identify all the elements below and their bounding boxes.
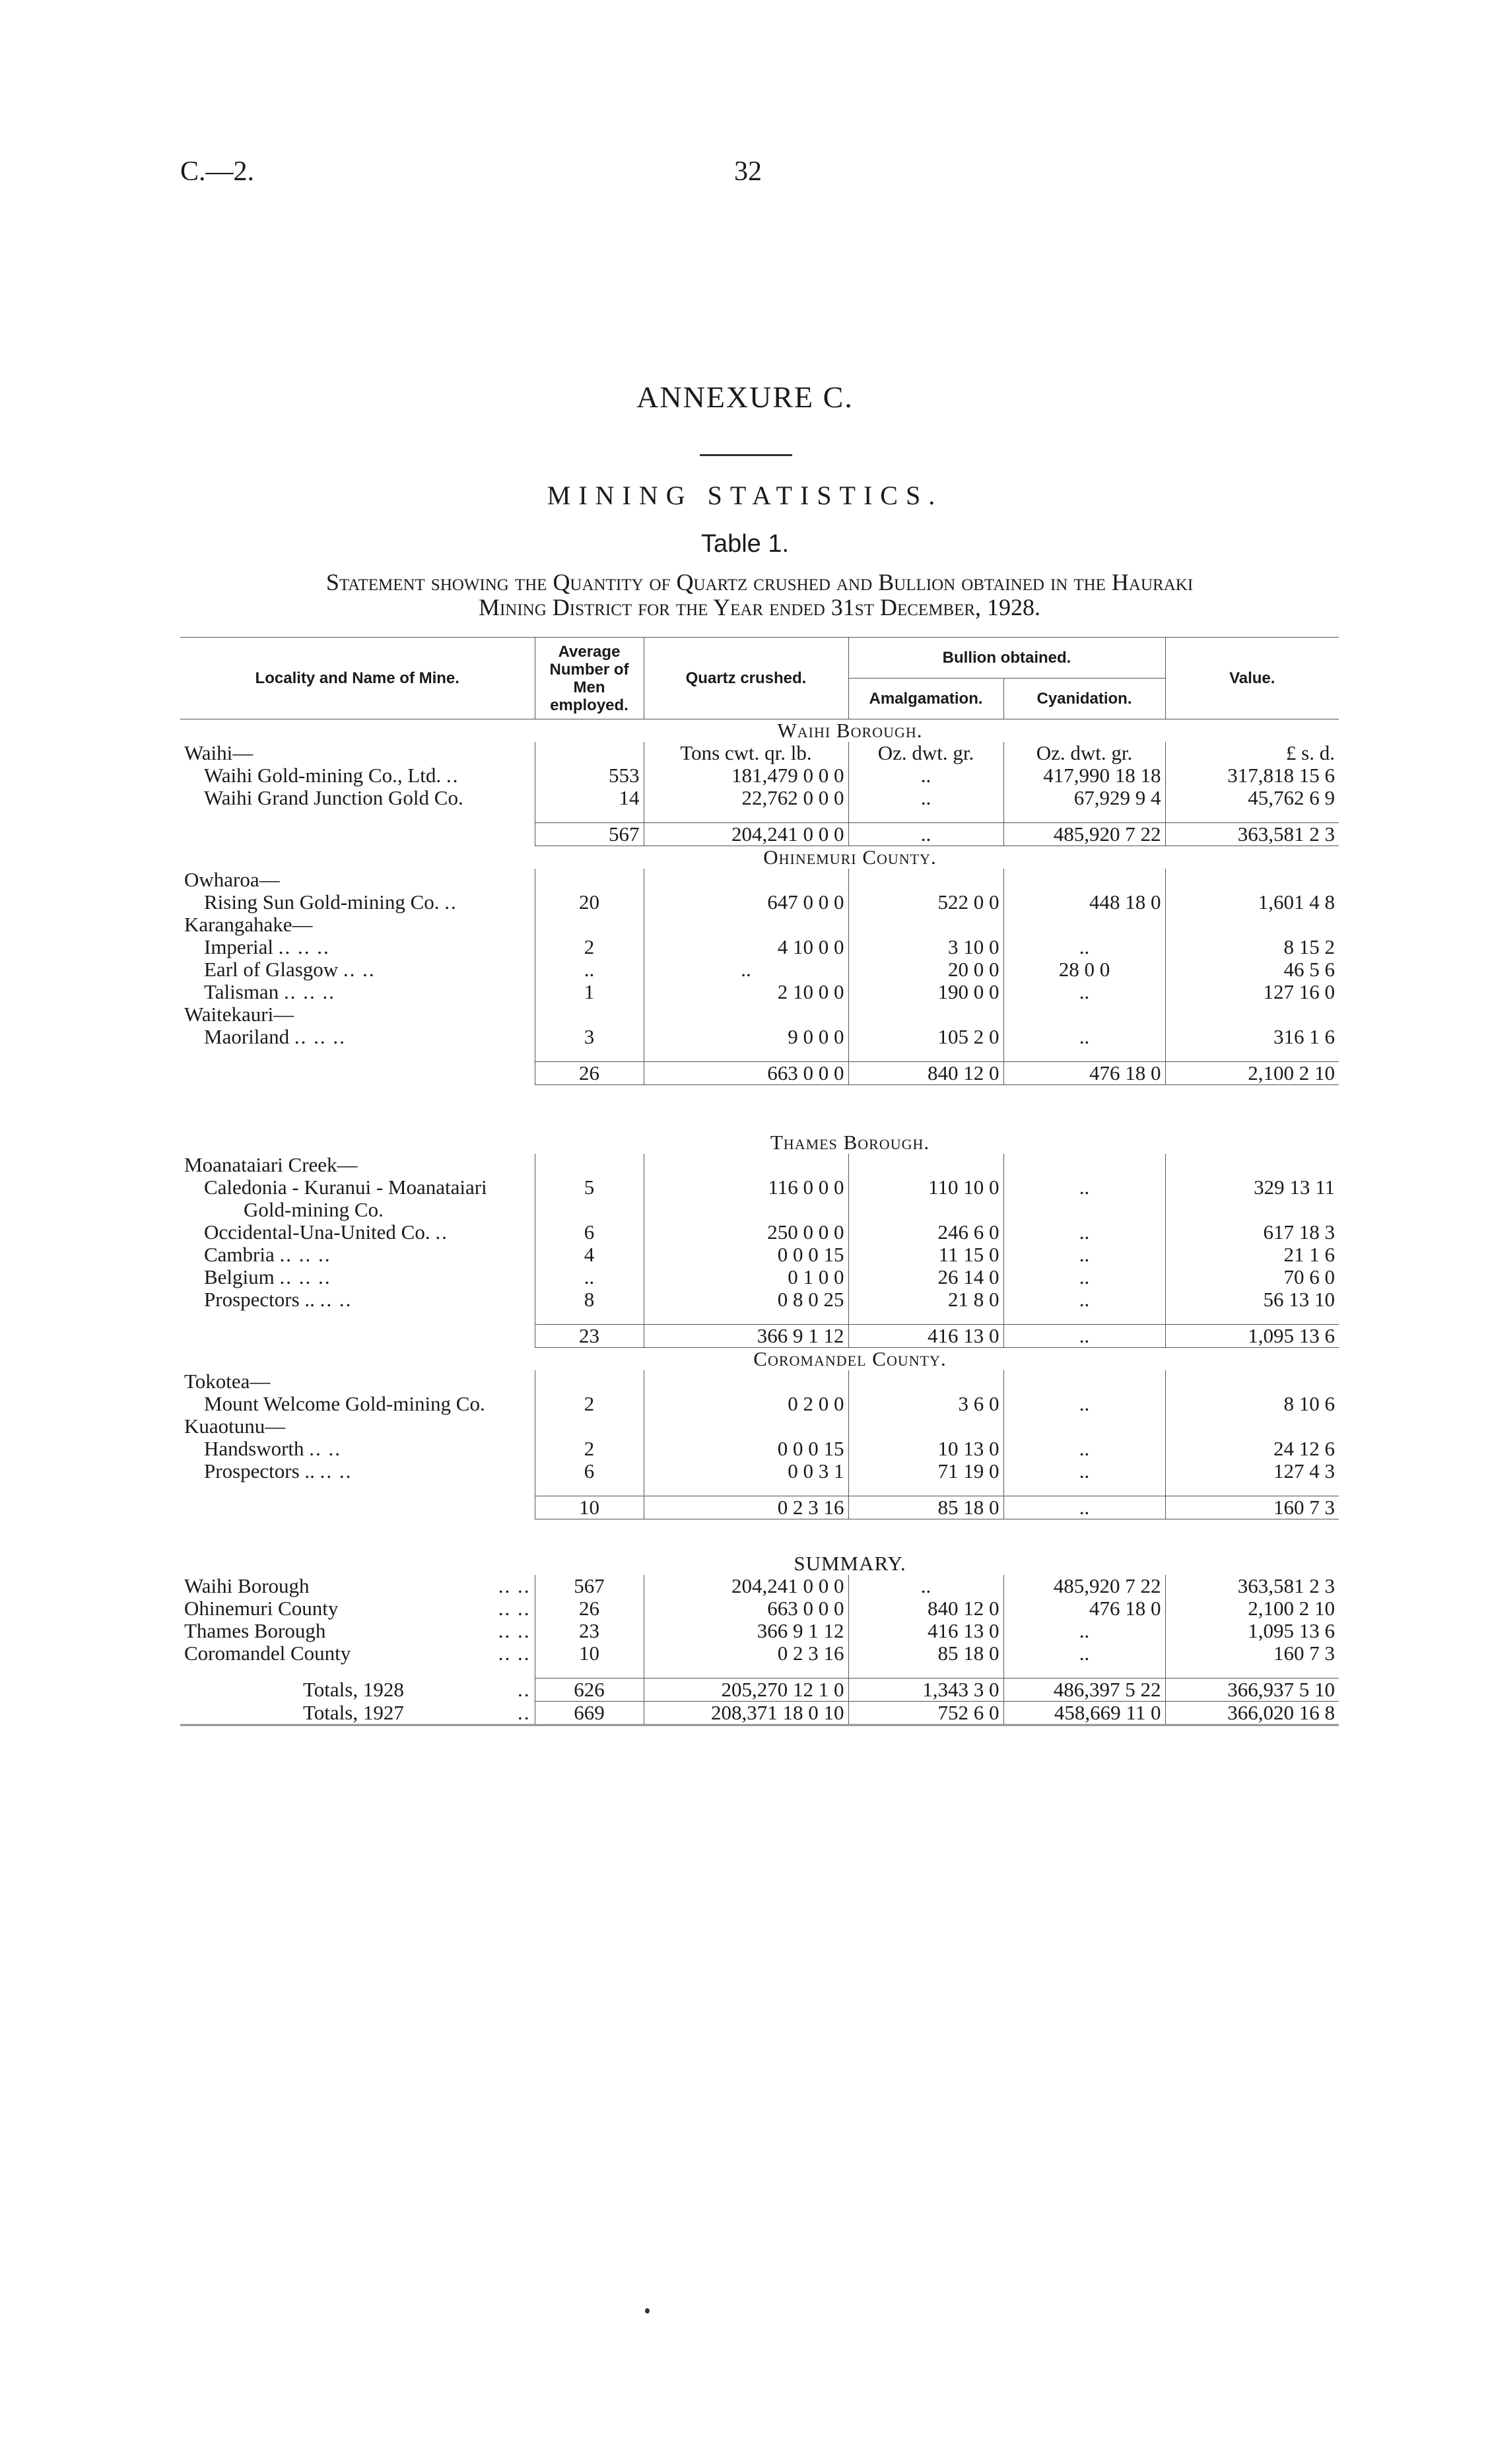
total-quartz: 663 0 0 0 [644,1062,848,1085]
value-cell: 127 16 0 [1165,981,1339,1003]
caption-line-2: Mining District for the Year ended 31st December, 1928. [478,594,1041,620]
unit-value: £ s. d. [1165,742,1339,764]
unit-cyanidation: Oz. dwt. gr. [1003,742,1165,764]
total-value: 363,581 2 3 [1165,823,1339,846]
value-cell: 45,762 6 9 [1165,787,1339,809]
men-cell: .. [535,958,644,981]
table-row [180,1221,1339,1244]
summary-row [180,1642,1339,1665]
amalgamation-cell: 11 15 0 [848,1244,1003,1266]
men-cell: 1 [535,981,644,1003]
totals-label: Totals, 1928 [303,1677,404,1701]
men-cell: 20 [535,891,644,914]
value-cell: 617 18 3 [1165,1221,1339,1244]
table-row [180,1026,1339,1048]
amalgamation-cell: 71 19 0 [848,1460,1003,1482]
total-cyanidation: 485,920 7 22 [1003,823,1165,846]
header-bullion-obtained: Bullion obtained. [848,638,1165,679]
value-cell: 21 1 6 [1165,1244,1339,1266]
value-cell: 1,601 4 8 [1165,891,1339,914]
table-row [180,1438,1339,1460]
quartz-cell: 116 0 0 0 [644,1176,848,1221]
total-quartz: 204,241 0 0 0 [644,823,848,846]
leader-dots: .. [435,1220,448,1244]
total-cyanidation: .. [1003,1496,1165,1519]
total-cyanidation: 486,397 5 22 [1003,1679,1165,1702]
leader-dots: .. .. .. [279,1265,331,1288]
total-men: 26 [535,1062,644,1085]
amalgamation-cell: 416 13 0 [848,1620,1003,1642]
leader-dots: .. .. .. [283,980,335,1003]
district-name: Ohinemuri County [184,1597,339,1620]
cyanidation-cell: 28 0 0 [1003,958,1165,981]
men-cell: 6 [535,1460,644,1482]
total-cyanidation: .. [1003,1325,1165,1348]
value-cell: 46 5 6 [1165,958,1339,981]
men-cell: 3 [535,1026,644,1048]
summary-row [180,1597,1339,1620]
value-cell: 56 13 10 [1165,1288,1339,1311]
total-quartz: 205,270 12 1 0 [644,1679,848,1702]
page-number: 32 [734,156,762,187]
leader-dots: .. .. .. [294,1025,346,1048]
cyanidation-cell: 476 18 0 [1003,1597,1165,1620]
leader-dots: .. [518,1677,531,1701]
total-men: 10 [535,1496,644,1519]
total-value: 1,095 13 6 [1165,1325,1339,1348]
district-name: Coromandel County [184,1642,351,1665]
value-cell: 127 4 3 [1165,1460,1339,1482]
cyanidation-cell: .. [1003,936,1165,958]
totals-label: Totals, 1927 [303,1700,404,1724]
mine-name: Prospectors .. [204,1288,315,1311]
units-row [180,742,1339,764]
value-cell: 317,818 15 6 [1165,764,1339,787]
subtotal-row [180,1325,1339,1348]
quartz-cell: 366 9 1 12 [644,1620,848,1642]
amalgamation-cell: 522 0 0 [848,891,1003,914]
caption-line-1: Statement showing the Quantity of Quartz crushed and Bullion obtained in the Hauraki [325,569,1194,595]
quartz-cell: 250 0 0 0 [644,1221,848,1244]
total-amalgamation: 1,343 3 0 [848,1679,1003,1702]
amalgamation-cell: 105 2 0 [848,1026,1003,1048]
value-cell: 70 6 0 [1165,1266,1339,1288]
mine-name: Occidental-Una-United Co. [204,1220,430,1244]
header-amalgamation: Amalgamation. [848,679,1003,719]
men-cell: 6 [535,1221,644,1244]
cyanidation-cell: .. [1003,1244,1165,1266]
section-thames-borough: Thames Borough. [770,1131,930,1154]
leader-dots: .. [446,764,459,787]
quartz-cell: 0 1 0 0 [644,1266,848,1288]
men-cell: 10 [535,1642,644,1665]
quartz-cell: 0 0 0 15 [644,1244,848,1266]
leader-dots: .. .. [320,1288,353,1311]
total-amalgamation: 752 6 0 [848,1702,1003,1725]
mining-statistics-table [180,637,1339,1726]
cyanidation-cell: .. [1003,1438,1165,1460]
amalgamation-cell: 190 0 0 [848,981,1003,1003]
leader-dots: .. [444,890,457,914]
table-row [180,764,1339,787]
men-cell: 2 [535,1438,644,1460]
totals-1927-row [180,1702,1339,1725]
amalgamation-cell: .. [848,764,1003,787]
mine-name: Rising Sun Gold-mining Co. [204,890,440,914]
value-cell: 2,100 2 10 [1165,1597,1339,1620]
value-cell: 8 10 6 [1165,1393,1339,1415]
amalgamation-cell: .. [848,787,1003,809]
header-value: Value. [1165,638,1339,719]
total-men: 669 [535,1702,644,1725]
table-row [180,958,1339,981]
mine-name: Prospectors .. [204,1459,315,1482]
cyanidation-cell: .. [1003,1620,1165,1642]
amalgamation-cell: 21 8 0 [848,1288,1003,1311]
table-row [180,1393,1339,1415]
total-value: 366,937 5 10 [1165,1679,1339,1702]
total-quartz: 208,371 18 0 10 [644,1702,848,1725]
men-cell: 567 [535,1575,644,1597]
men-cell: .. [535,1266,644,1288]
amalgamation-cell: .. [848,1575,1003,1597]
leader-dots: .. .. .. [279,1243,331,1266]
cyanidation-cell: 485,920 7 22 [1003,1575,1165,1597]
quartz-cell: 0 8 0 25 [644,1288,848,1311]
leader-dots: .. [518,1700,531,1724]
amalgamation-cell: 246 6 0 [848,1221,1003,1244]
cyanidation-cell: .. [1003,1221,1165,1244]
mine-name-continued: Gold-mining Co. [244,1198,384,1221]
table-row [180,981,1339,1003]
amalgamation-cell: 10 13 0 [848,1438,1003,1460]
amalgamation-cell: 840 12 0 [848,1597,1003,1620]
amalgamation-cell: 3 6 0 [848,1393,1003,1415]
subtotal-row [180,1062,1339,1085]
value-cell: 8 15 2 [1165,936,1339,958]
locality-karangahake: Karangahake— [184,913,313,936]
cyanidation-cell: 448 18 0 [1003,891,1165,914]
mine-name: Mount Welcome Gold-mining Co. [204,1392,485,1415]
table-row [180,1176,1339,1221]
total-men: 567 [535,823,644,846]
total-cyanidation: 458,669 11 0 [1003,1702,1165,1725]
cyanidation-cell: .. [1003,1642,1165,1665]
quartz-cell: 663 0 0 0 [644,1597,848,1620]
section-summary: SUMMARY. [794,1552,906,1575]
quartz-cell: 0 2 0 0 [644,1393,848,1415]
quartz-cell: 181,479 0 0 0 [644,764,848,787]
quartz-cell: .. [644,958,848,981]
leader-dots: .. .. [498,1642,531,1665]
total-value: 366,020 16 8 [1165,1702,1339,1725]
mine-name: Belgium [204,1265,275,1288]
table-row [180,1460,1339,1482]
amalgamation-cell: 26 14 0 [848,1266,1003,1288]
quartz-cell: 204,241 0 0 0 [644,1575,848,1597]
quartz-cell: 0 2 3 16 [644,1642,848,1665]
cyanidation-cell: 417,990 18 18 [1003,764,1165,787]
leader-dots: .. .. [320,1459,353,1482]
total-quartz: 0 2 3 16 [644,1496,848,1519]
total-quartz: 366 9 1 12 [644,1325,848,1348]
total-value: 2,100 2 10 [1165,1062,1339,1085]
locality-moanataiari: Moanataiari Creek— [184,1153,358,1176]
mine-name: Talisman [204,980,279,1003]
men-cell: 2 [535,1393,644,1415]
locality-kuaotunu: Kuaotunu— [184,1415,286,1438]
mine-name: Waihi Gold-mining Co., Ltd. [204,764,442,787]
quartz-cell: 647 0 0 0 [644,891,848,914]
men-cell: 14 [535,787,644,809]
quartz-cell: 0 0 3 1 [644,1460,848,1482]
leader-dots: .. .. .. [278,935,330,958]
mine-name: Cambria [204,1243,275,1266]
men-cell: 26 [535,1597,644,1620]
header-men-employed: Average Number of Men employed. [535,638,644,719]
total-men: 23 [535,1325,644,1348]
total-cyanidation: 476 18 0 [1003,1062,1165,1085]
locality-waihi: Waihi— [184,741,254,764]
men-cell: 553 [535,764,644,787]
cyanidation-cell: 67,929 9 4 [1003,787,1165,809]
total-amalgamation: 416 13 0 [848,1325,1003,1348]
total-value: 160 7 3 [1165,1496,1339,1519]
leader-dots: .. .. [498,1597,531,1620]
value-cell: 363,581 2 3 [1165,1575,1339,1597]
cyanidation-cell: .. [1003,1026,1165,1048]
document-reference: C.—2. [180,156,255,187]
men-cell: 5 [535,1176,644,1221]
district-name: Waihi Borough [184,1574,310,1597]
value-cell: 316 1 6 [1165,1026,1339,1048]
table-row [180,891,1339,914]
locality-waitekauri: Waitekauri— [184,1003,294,1026]
section-waihi-borough: Waihi Borough. [777,719,923,742]
mine-name: Imperial [204,935,274,958]
table-row [180,1288,1339,1311]
quartz-cell: 22,762 0 0 0 [644,787,848,809]
mine-name: Earl of Glasgow [204,958,339,981]
section-heading: MINING STATISTICS. [547,481,943,510]
totals-1928-row [180,1679,1339,1702]
subtotal-row [180,1496,1339,1519]
cyanidation-cell: .. [1003,1460,1165,1482]
cyanidation-cell: .. [1003,1288,1165,1311]
title-divider [700,454,792,456]
total-amalgamation: 840 12 0 [848,1062,1003,1085]
mine-name: Caledonia - Kuranui - Moanataiari [204,1176,487,1199]
men-cell: 8 [535,1288,644,1311]
unit-quartz: Tons cwt. qr. lb. [644,742,848,764]
subtotal-row [180,823,1339,846]
quartz-cell: 4 10 0 0 [644,936,848,958]
annexure-title: ANNEXURE C. [636,380,854,414]
locality-tokotea: Tokotea— [184,1370,271,1393]
leader-dots: .. .. [309,1437,342,1460]
table-caption [180,570,1339,620]
unit-amalgamation: Oz. dwt. gr. [848,742,1003,764]
total-amalgamation: 85 18 0 [848,1496,1003,1519]
men-cell: 23 [535,1620,644,1642]
total-men: 626 [535,1679,644,1702]
leader-dots: .. .. [498,1619,531,1642]
cyanidation-cell: .. [1003,1176,1165,1221]
value-cell: 160 7 3 [1165,1642,1339,1665]
table-row [180,1266,1339,1288]
value-cell: 1,095 13 6 [1165,1620,1339,1642]
cyanidation-cell: .. [1003,1393,1165,1415]
header-quartz-crushed: Quartz crushed. [644,638,848,719]
quartz-cell: 0 0 0 15 [644,1438,848,1460]
value-cell: 329 13 11 [1165,1176,1339,1221]
leader-dots: .. .. [498,1574,531,1597]
cyanidation-cell: .. [1003,1266,1165,1288]
amalgamation-cell: 20 0 0 [848,958,1003,981]
district-name: Thames Borough [184,1619,326,1642]
mine-name: Maoriland [204,1025,290,1048]
section-coromandel-county: Coromandel County. [753,1347,947,1370]
section-ohinemuri-county: Ohinemuri County. [763,846,937,869]
locality-owharoa: Owharoa— [184,868,280,891]
header-locality: Locality and Name of Mine. [180,638,535,719]
table-title: Table 1. [700,530,790,558]
table-row [180,787,1339,809]
mine-name: Handsworth [204,1437,304,1460]
men-cell: 2 [535,936,644,958]
mine-name: Waihi Grand Junction Gold Co. [204,786,463,809]
quartz-cell: 9 0 0 0 [644,1026,848,1048]
summary-row [180,1620,1339,1642]
table-row [180,936,1339,958]
summary-row [180,1575,1339,1597]
table-row [180,1244,1339,1266]
ink-speck [645,2308,650,2314]
value-cell: 24 12 6 [1165,1438,1339,1460]
cyanidation-cell: .. [1003,981,1165,1003]
leader-dots: .. .. [343,958,376,981]
men-cell: 4 [535,1244,644,1266]
header-cyanidation: Cyanidation. [1003,679,1165,719]
total-amalgamation: .. [848,823,1003,846]
amalgamation-cell: 3 10 0 [848,936,1003,958]
quartz-cell: 2 10 0 0 [644,981,848,1003]
amalgamation-cell: 110 10 0 [848,1176,1003,1221]
amalgamation-cell: 85 18 0 [848,1642,1003,1665]
